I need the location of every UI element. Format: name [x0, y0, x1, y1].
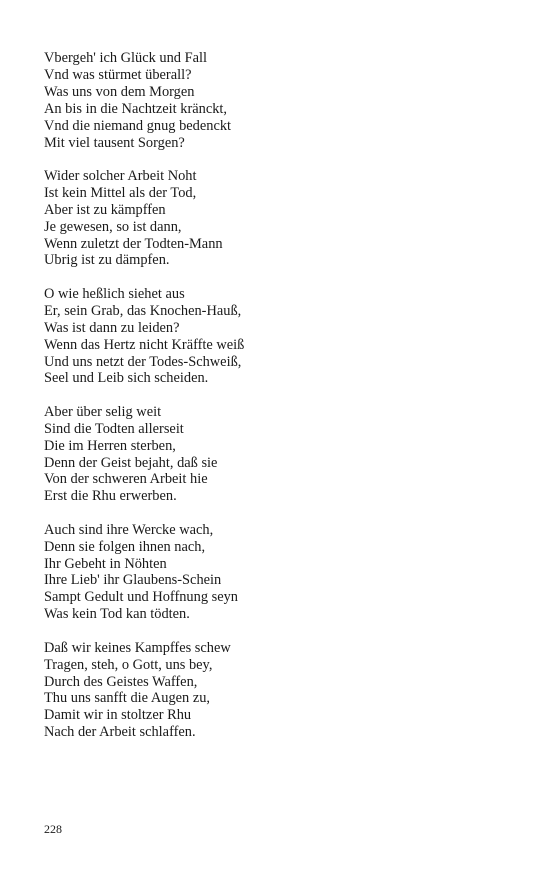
poem-line: Daß wir keines Kampffes schew — [44, 639, 231, 656]
poem-line: Nach der Arbeit schlaffen. — [44, 724, 196, 741]
poem-line: Seel und Leib sich scheiden. — [44, 370, 209, 387]
stanza-4 — [44, 404, 514, 505]
page-number: 228 — [44, 822, 62, 836]
poem-line: Aber über selig weit — [44, 403, 162, 420]
poem-line: An bis in die Nachtzeit kränckt, — [44, 100, 228, 117]
poem-line: Vnd was stürmet überall? — [44, 66, 192, 83]
poem-line: Je gewesen, so ist dann, — [44, 218, 182, 235]
poem-line: Erst die Rhu erwerben. — [44, 488, 177, 505]
poem-line: Was uns von dem Morgen — [44, 83, 195, 100]
poem-line: Denn sie folgen ihnen nach, — [44, 538, 206, 555]
stanza-2 — [44, 168, 514, 269]
poem-line: Wenn das Hertz nicht Kräffte weiß — [44, 336, 245, 353]
poem-line: Was kein Tod kan tödten. — [44, 606, 190, 623]
stanza-1 — [44, 50, 514, 151]
poem-line: Von der schweren Arbeit hie — [44, 471, 208, 488]
poem-line: Was ist dann zu leiden? — [44, 319, 180, 336]
poem-line: Ubrig ist zu dämpfen. — [44, 252, 170, 269]
poem-line: Sampt Gedult und Hoffnung seyn — [44, 589, 238, 606]
poem-line: Mit viel tausent Sorgen? — [44, 134, 185, 151]
poem-line: Aber ist zu kämpffen — [44, 201, 166, 218]
poem-line: Vnd die niemand gnug bedenckt — [44, 117, 232, 134]
poem-line: Wider solcher Arbeit Noht — [44, 167, 197, 184]
poem-line: Er, sein Grab, das Knochen-Hauß, — [44, 302, 242, 319]
poem-line: Und uns netzt der Todes-Schweiß, — [44, 353, 242, 370]
stanza-5 — [44, 522, 514, 623]
poem-line: Thu uns sanfft die Augen zu, — [44, 690, 210, 707]
poem-line: Durch des Geistes Waffen, — [44, 673, 198, 690]
poem-line: Tragen, steh, o Gott, uns bey, — [44, 656, 213, 673]
poem-line: Wenn zuletzt der Todten-Mann — [44, 235, 223, 252]
poem-line: Damit wir in stoltzer Rhu — [44, 707, 192, 724]
poem-line: Ihr Gebeht in Nöhten — [44, 555, 167, 572]
stanza-6 — [44, 640, 514, 741]
poem-line: Denn der Geist bejaht, daß sie — [44, 454, 218, 471]
poem-line: Vbergeh' ich Glück und Fall — [44, 50, 207, 66]
stanza-3 — [44, 286, 514, 387]
poem — [44, 50, 514, 758]
poem-line: O wie heßlich siehet aus — [44, 285, 185, 302]
poem-line: Die im Herren sterben, — [44, 437, 176, 454]
poem-line: Auch sind ihre Wercke wach, — [44, 521, 214, 538]
poem-line: Ist kein Mittel als der Tod, — [44, 184, 197, 201]
poem-line: Ihre Lieb' ihr Glaubens-Schein — [44, 572, 222, 589]
poem-line: Sind die Todten allerseit — [44, 420, 184, 437]
